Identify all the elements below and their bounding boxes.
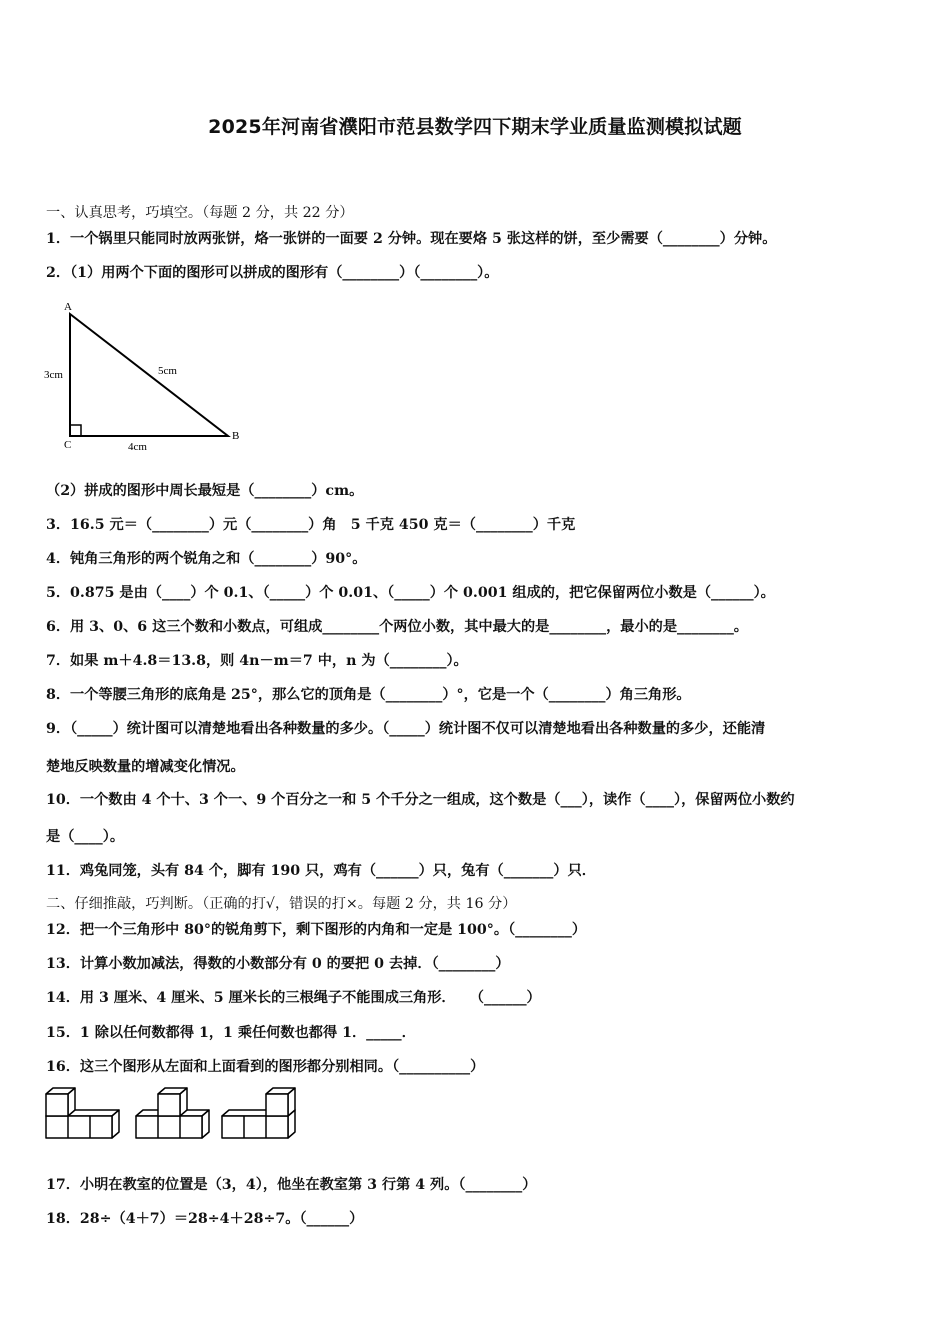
question-5: 5．0.875 是由（____）个 0.1、（_____）个 0.01、（_____）个 0.001 组成的，把它保留两位小数是（______）。 — [46, 585, 775, 601]
side-cb-label: 4cm — [128, 441, 147, 453]
question-14: 14．用 3 厘米、4 厘米、5 厘米长的三根绳子不能围成三角形． （______） — [46, 990, 541, 1006]
question-18: 18．28÷（4＋7）＝28÷4＋28÷7。（______） — [46, 1211, 364, 1227]
side-ac-label: 3cm — [44, 369, 63, 381]
vertex-c-label: C — [64, 439, 72, 451]
side-ab-label: 5cm — [158, 365, 177, 377]
question-15: 15．1 除以任何数都得 1，1 乘任何数也都得 1．_____． — [46, 1025, 416, 1041]
question-8: 8．一个等腰三角形的底角是 25°，那么它的顶角是（________）°，它是一个（________）角三角形。 — [46, 687, 691, 703]
right-triangle-figure — [40, 298, 250, 458]
question-6: 6．用 3、0、6 这三个数和小数点，可组成________个两位小数，其中最大的是________，最小的是________。 — [46, 619, 748, 635]
question-16: 16．这三个图形从左面和上面看到的图形都分别相同。（__________） — [46, 1059, 485, 1075]
question-13: 13．计算小数加减法，得数的小数部分有 0 的要把 0 去掉．（________） — [46, 956, 510, 972]
question-9-line-2: 楚地反映数量的增减变化情况。 — [46, 759, 245, 775]
cube-figure-2 — [136, 1088, 209, 1138]
cube-figure-3 — [222, 1088, 295, 1138]
cube-arrangements-figure — [44, 1084, 304, 1144]
question-7: 7．如果 m＋4.8＝13.8，则 4n－m＝7 中，n 为（________）。 — [46, 653, 468, 669]
question-4: 4．钝角三角形的两个锐角之和（________）90°。 — [46, 551, 367, 567]
section-1-heading: 一、认真思考，巧填空。（每题 2 分，共 22 分） — [46, 205, 354, 221]
section-2-heading: 二、仔细推敲，巧判断。（正确的打√，错误的打×。每题 2 分，共 16 分） — [46, 896, 517, 912]
question-3: 3．16.5 元＝（________）元（________）角 5 千克 450 克＝（________）千克 — [46, 517, 576, 533]
question-9-line-1: 9．（_____）统计图可以清楚地看出各种数量的多少。（_____）统计图不仅可以清楚地看出各种数量的多少，还能清 — [46, 721, 766, 737]
question-2-part-2: （2）拼成的图形中周长最短是（________）cm。 — [46, 483, 364, 499]
page-title: 2025年河南省濮阳市范县数学四下期末学业质量监测模拟试题 — [208, 116, 742, 138]
question-11: 11．鸡兔同笼，头有 84 个，脚有 190 只，鸡有（______）只，兔有（_______）只． — [46, 863, 596, 879]
question-12: 12．把一个三角形中 80°的锐角剪下，剩下图形的内角和一定是 100°。（________） — [46, 922, 587, 938]
cube-figure-1 — [46, 1088, 119, 1138]
vertex-b-label: B — [232, 430, 240, 442]
question-17: 17．小明在教室的位置是（3，4），他坐在教室第 3 行第 4 列。（________） — [46, 1177, 537, 1193]
question-10-line-1: 10．一个数由 4 个十、3 个一、9 个百分之一和 5 个千分之一组成，这个数是（___），读作（____），保留两位小数约 — [46, 792, 795, 808]
vertex-a-label: A — [64, 301, 72, 313]
question-2: 2．（1）用两个下面的图形可以拼成的图形有（________）（________）。 — [46, 265, 499, 281]
question-10-line-2: 是（____）。 — [46, 829, 125, 845]
question-1: 1．一个锅里只能同时放两张饼，烙一张饼的一面要 2 分钟。现在要烙 5 张这样的饼，至少需要（________）分钟。 — [46, 231, 777, 247]
